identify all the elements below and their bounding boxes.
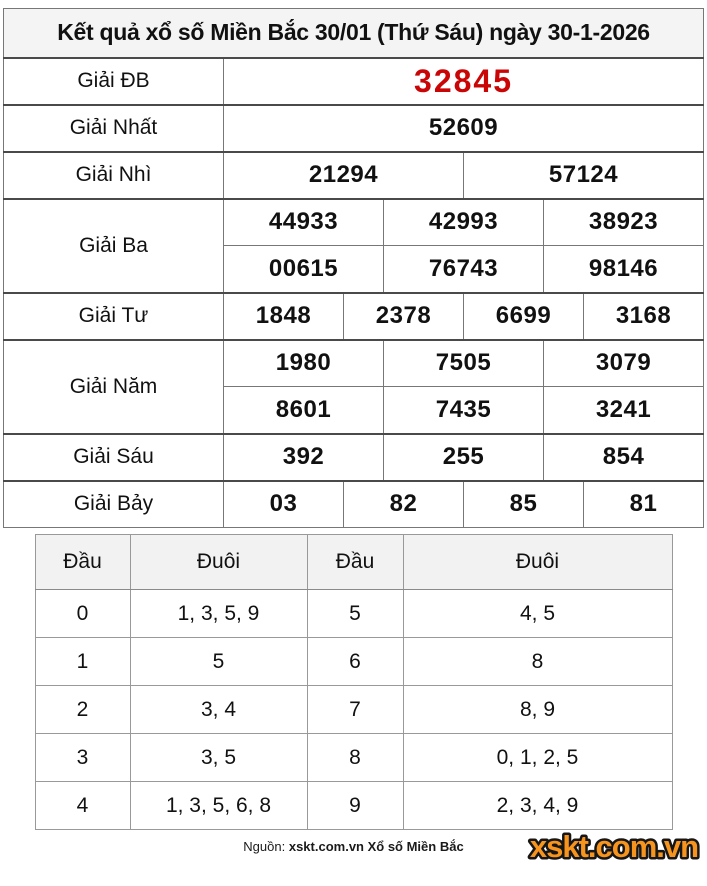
head-cell: 8: [307, 734, 403, 782]
tail-column-header: Đuôi: [403, 535, 672, 590]
prize-label: Giải Bảy: [4, 481, 224, 528]
tail-cell: 2, 3, 4, 9: [403, 782, 672, 830]
logo-text: xskt.com.vn: [529, 829, 699, 864]
footer: [0, 829, 707, 865]
head-tail-header-row: [35, 535, 672, 590]
prize-number: 38923: [544, 199, 704, 246]
prize-number: 1980: [224, 340, 384, 387]
prize-number: 00615: [224, 246, 384, 293]
prize-number: 8601: [224, 387, 384, 434]
head-column-header: Đầu: [35, 535, 130, 590]
tail-cell: 4, 5: [403, 590, 672, 638]
prize-row-nam: [4, 340, 704, 387]
prize-row-nhi: [4, 152, 704, 199]
prize-number: 3168: [584, 293, 704, 340]
tail-column-header: Đuôi: [130, 535, 307, 590]
special-prize-number: 32845: [224, 58, 704, 105]
prize-number: 85: [464, 481, 584, 528]
site-logo: [523, 828, 705, 866]
head-cell: 3: [35, 734, 130, 782]
tail-cell: 3, 5: [130, 734, 307, 782]
prize-row-nhat: [4, 105, 704, 152]
prize-row-tu: [4, 293, 704, 340]
prize-number: 7505: [384, 340, 544, 387]
prize-number: 6699: [464, 293, 584, 340]
head-cell: 4: [35, 782, 130, 830]
prize-number: 7435: [384, 387, 544, 434]
prize-number: 3079: [544, 340, 704, 387]
head-cell: 0: [35, 590, 130, 638]
prize-number: 98146: [544, 246, 704, 293]
prize-number: 52609: [224, 105, 704, 152]
prize-number: 81: [584, 481, 704, 528]
tail-cell: 1, 3, 5, 6, 8: [130, 782, 307, 830]
prize-number: 44933: [224, 199, 384, 246]
head-tail-table: [35, 534, 673, 830]
tail-cell: 1, 3, 5, 9: [130, 590, 307, 638]
head-cell: 5: [307, 590, 403, 638]
prize-label: Giải Sáu: [4, 434, 224, 481]
prize-label: Giải Nhất: [4, 105, 224, 152]
tail-cell: 0, 1, 2, 5: [403, 734, 672, 782]
prize-number: 82: [344, 481, 464, 528]
prize-number: 2378: [344, 293, 464, 340]
head-cell: 9: [307, 782, 403, 830]
head-column-header: Đầu: [307, 535, 403, 590]
prize-number: 42993: [384, 199, 544, 246]
head-cell: 7: [307, 686, 403, 734]
prize-label: Giải Tư: [4, 293, 224, 340]
source-prefix: Nguồn:: [243, 839, 286, 854]
tail-cell: 8, 9: [403, 686, 672, 734]
tail-cell: 3, 4: [130, 686, 307, 734]
tail-cell: 8: [403, 638, 672, 686]
prize-number: 03: [224, 481, 344, 528]
head-cell: 2: [35, 686, 130, 734]
page-title: Kết quả xổ số Miền Bắc 30/01 (Thứ Sáu) ngày 30-1-2026: [4, 9, 704, 58]
source-name: xskt.com.vn Xổ số Miền Bắc: [288, 839, 464, 854]
prize-row-sau: [4, 434, 704, 481]
prize-number: 76743: [384, 246, 544, 293]
prize-label: Giải ĐB: [4, 58, 224, 105]
prize-number: 392: [224, 434, 384, 481]
prize-label: Giải Năm: [4, 340, 224, 434]
prize-row-bay: [4, 481, 704, 528]
head-tail-row: [35, 686, 672, 734]
head-tail-row: [35, 590, 672, 638]
prize-row-db: [4, 58, 704, 105]
prize-number: 21294: [224, 152, 464, 199]
prize-number: 854: [544, 434, 704, 481]
prize-number: 1848: [224, 293, 344, 340]
prize-label: Giải Ba: [4, 199, 224, 293]
prize-number: 57124: [464, 152, 704, 199]
head-tail-row: [35, 734, 672, 782]
prize-label: Giải Nhì: [4, 152, 224, 199]
head-cell: 1: [35, 638, 130, 686]
head-tail-row: [35, 782, 672, 830]
head-tail-row: [35, 638, 672, 686]
tail-cell: 5: [130, 638, 307, 686]
prize-row-ba: [4, 199, 704, 246]
prize-number: 3241: [544, 387, 704, 434]
prize-number: 255: [384, 434, 544, 481]
head-cell: 6: [307, 638, 403, 686]
results-table: [3, 8, 704, 528]
